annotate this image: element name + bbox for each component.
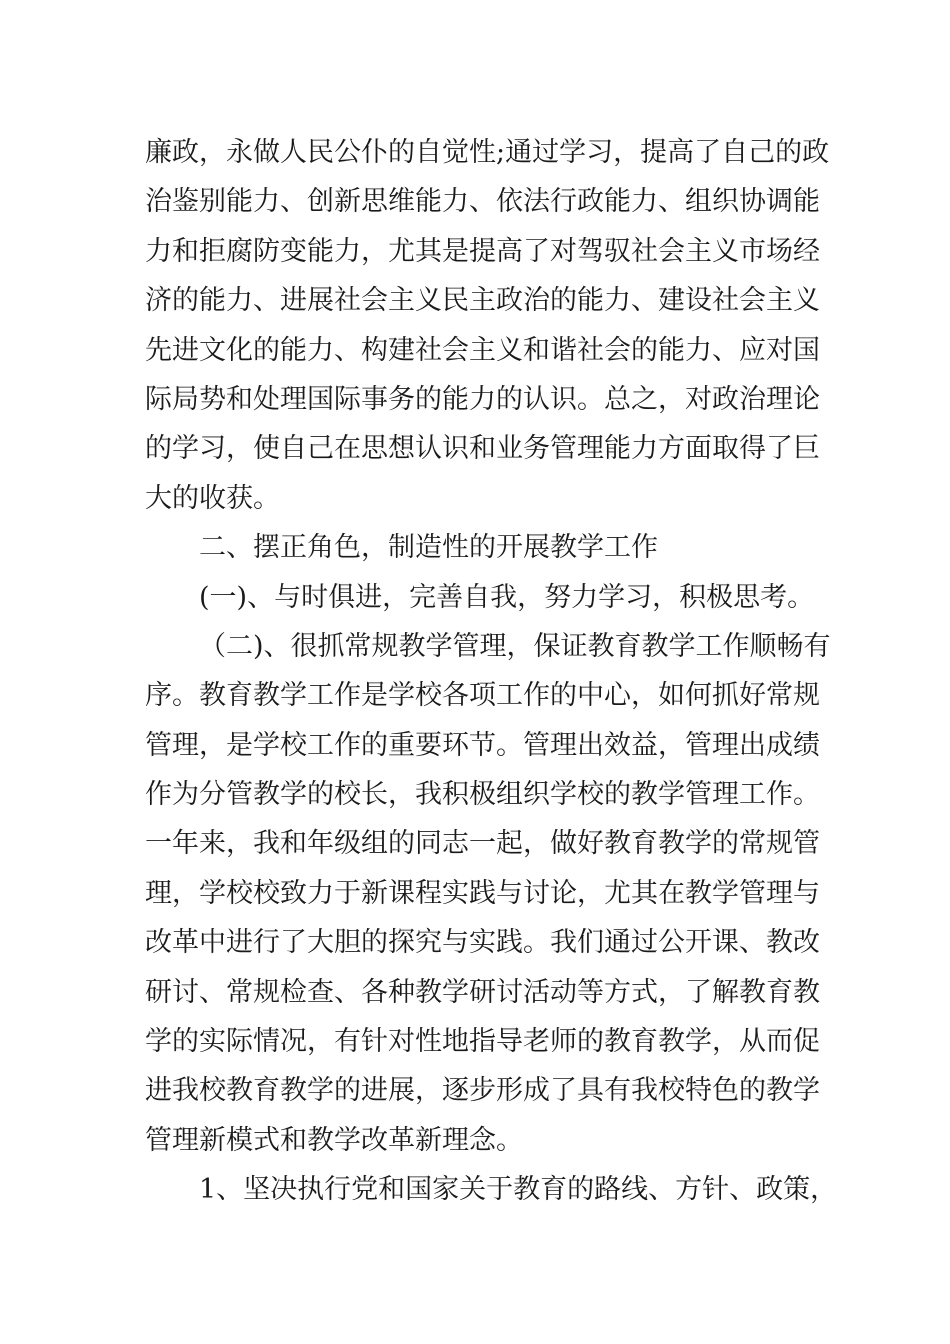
body-text [145, 128, 838, 1215]
list-item-start: 1、坚决执行党和国家关于教育的路线、方针、政策， [199, 1174, 838, 1206]
text-line: 治鉴别能力、创新思维能力、依法行政能力、组织协调能 [145, 186, 820, 218]
text-line: 济的能力、进展社会主义民主政治的能力、建设社会主义 [145, 285, 820, 317]
text-line: 学的实际情况，有针对性地指导老师的教育教学，从而促 [145, 1026, 820, 1058]
text-line: 的学习，使自己在思想认识和业务管理能力方面取得了巨 [145, 433, 820, 465]
text-line: 一年来，我和年级组的同志一起，做好教育教学的常规管 [145, 828, 820, 860]
text-line: 大的收获。 [145, 482, 280, 514]
text-line: 改革中进行了大胆的探究与实践。我们通过公开课、教改 [145, 927, 820, 959]
section-heading: 二、摆正角色，制造性的开展教学工作 [199, 532, 658, 564]
text-line: 理，学校校致力于新课程实践与讨论，尤其在教学管理与 [145, 877, 820, 909]
subsection-heading: (一)、与时俱进，完善自我，努力学习，积极思考。 [199, 581, 815, 613]
text-line: 廉政，永做人民公仆的自觉性;通过学习，提高了自己的政 [145, 137, 830, 168]
text-line: 管理，是学校工作的重要环节。管理出效益，管理出成绩 [145, 729, 820, 761]
text-line: 管理新模式和教学改革新理念。 [145, 1124, 523, 1156]
paragraph-start: （二)、很抓常规教学管理，保证教育教学工作顺畅有 [199, 630, 831, 662]
text-line: 际局势和处理国际事务的能力的认识。总之，对政治理论 [145, 383, 820, 415]
text-line: 力和拒腐防变能力，尤其是提高了对驾驭社会主义市场经 [145, 235, 820, 267]
text-line: 研讨、常规检查、各种教学研讨活动等方式，了解教育教 [145, 976, 820, 1008]
text-line: 先进文化的能力、构建社会主义和谐社会的能力、应对国 [145, 334, 820, 366]
text-line: 进我校教育教学的进展，逐步形成了具有我校特色的教学 [145, 1075, 820, 1107]
text-line: 作为分管教学的校长，我积极组织学校的教学管理工作。 [145, 779, 820, 811]
text-line: 序。教育教学工作是学校各项工作的中心，如何抓好常规 [145, 680, 820, 712]
